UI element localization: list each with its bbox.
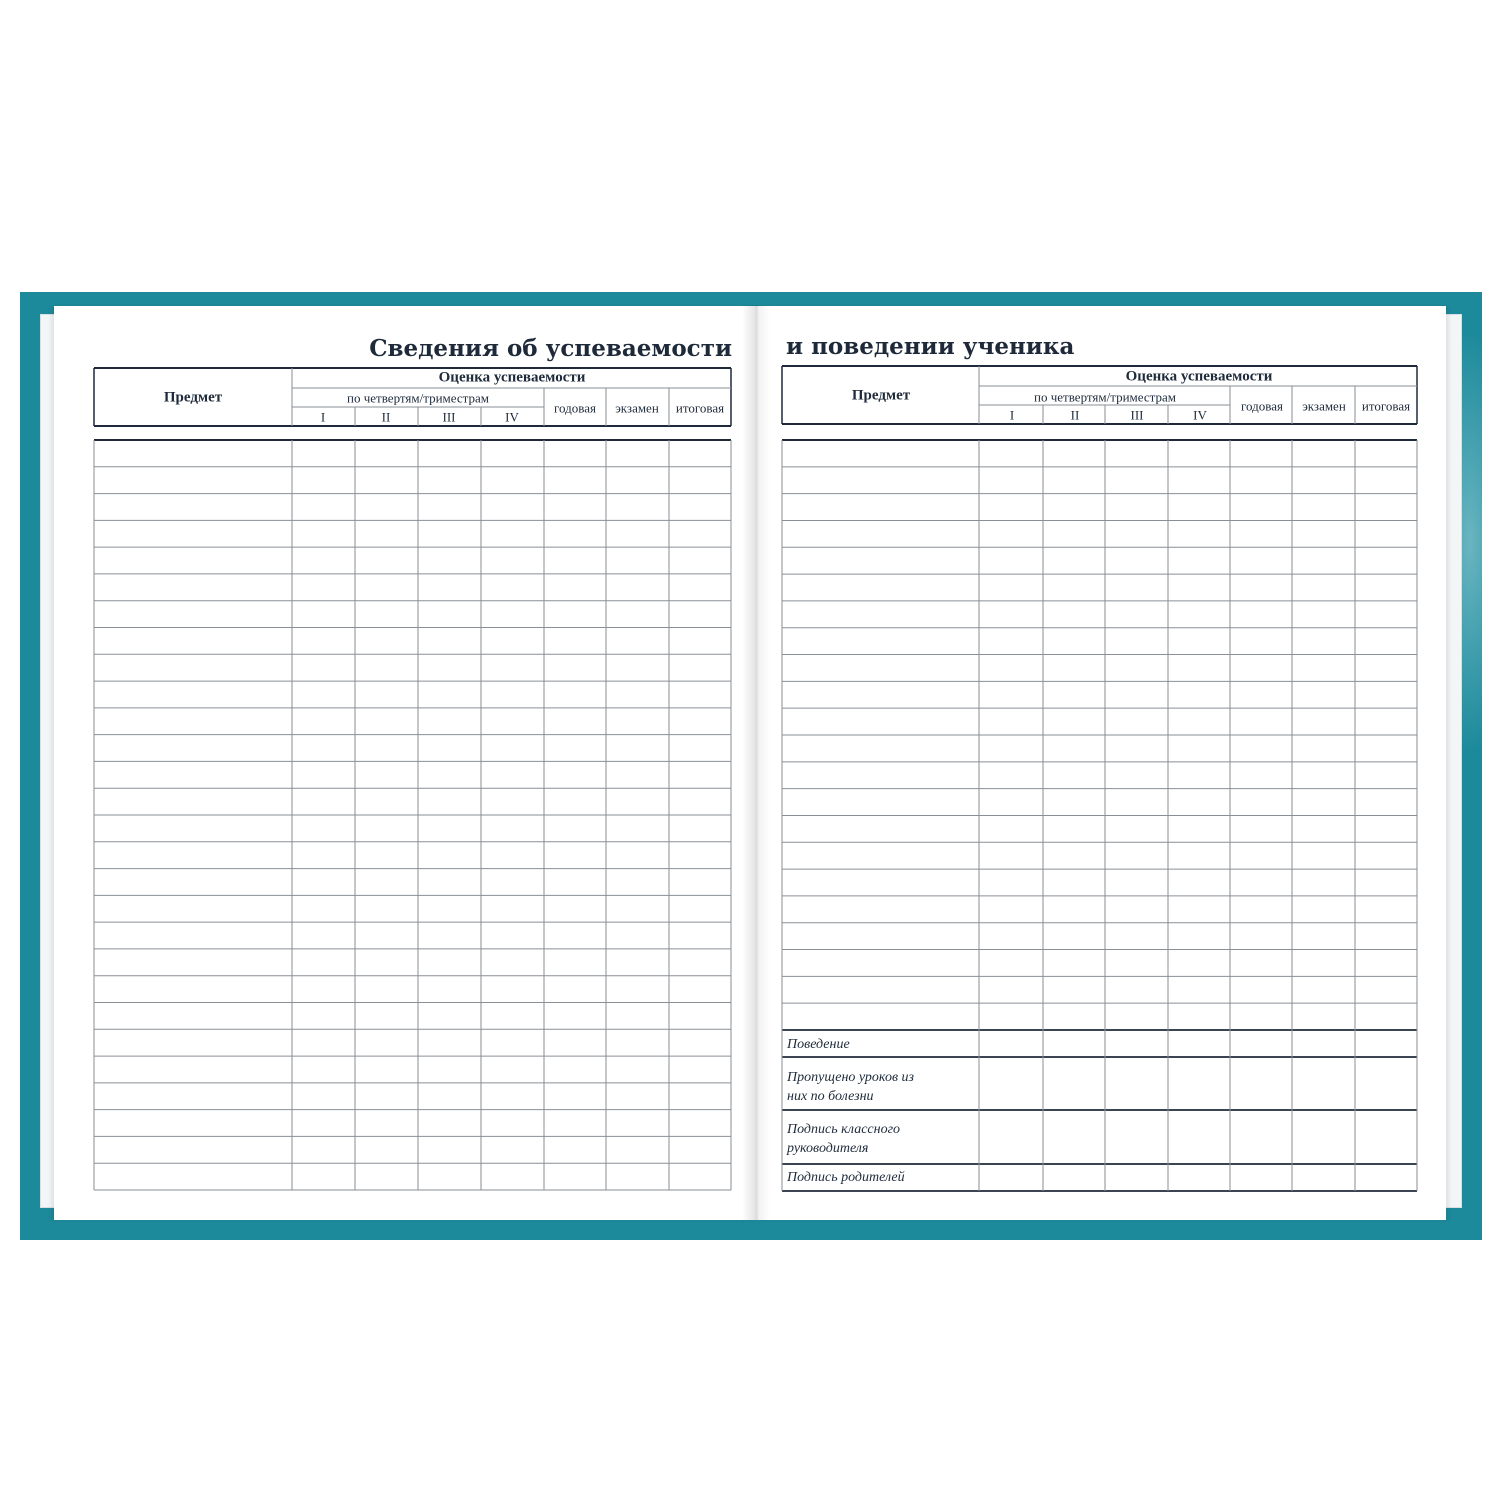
left-period-header: по четвертям/триместрам (347, 390, 489, 406)
left-grade-table-grid (90, 364, 736, 1196)
left-subject-header: Предмет (163, 389, 223, 406)
left-final-header: итоговая (675, 400, 725, 416)
left-period-2: II (381, 409, 391, 425)
right-subject-header: Предмет (851, 387, 911, 404)
right-period-3: III (1130, 407, 1144, 423)
right-period-2: II (1070, 407, 1080, 423)
missed-lessons-row-label: Пропущено уроков из них по болезни (787, 1070, 914, 1104)
right-page-title: и поведении ученика (786, 333, 1075, 360)
right-exam-header: экзамен (1302, 398, 1346, 414)
left-period-1: I (320, 409, 326, 425)
right-annual-header: годовая (1241, 398, 1283, 414)
behavior-row-label: Поведение (787, 1037, 850, 1052)
left-period-4: IV (505, 409, 519, 425)
right-period-4: IV (1193, 407, 1207, 423)
teacher-signature-row-label: Подпись классного руководителя (787, 1122, 901, 1156)
left-annual-header: годовая (554, 400, 596, 416)
page-gutter (742, 305, 770, 1220)
right-grade-header: Оценка успеваемости (1125, 368, 1273, 385)
right-final-header: итоговая (1361, 398, 1411, 414)
right-period-1: I (1009, 407, 1015, 423)
left-exam-header: экзамен (615, 400, 659, 416)
left-grade-header: Оценка успеваемости (438, 369, 586, 386)
parent-signature-row-label: Подпись родителей (787, 1170, 905, 1185)
left-page-title: Сведения об успеваемости (369, 335, 732, 362)
right-period-header: по четвертям/триместрам (1034, 389, 1176, 405)
left-period-3: III (442, 409, 456, 425)
